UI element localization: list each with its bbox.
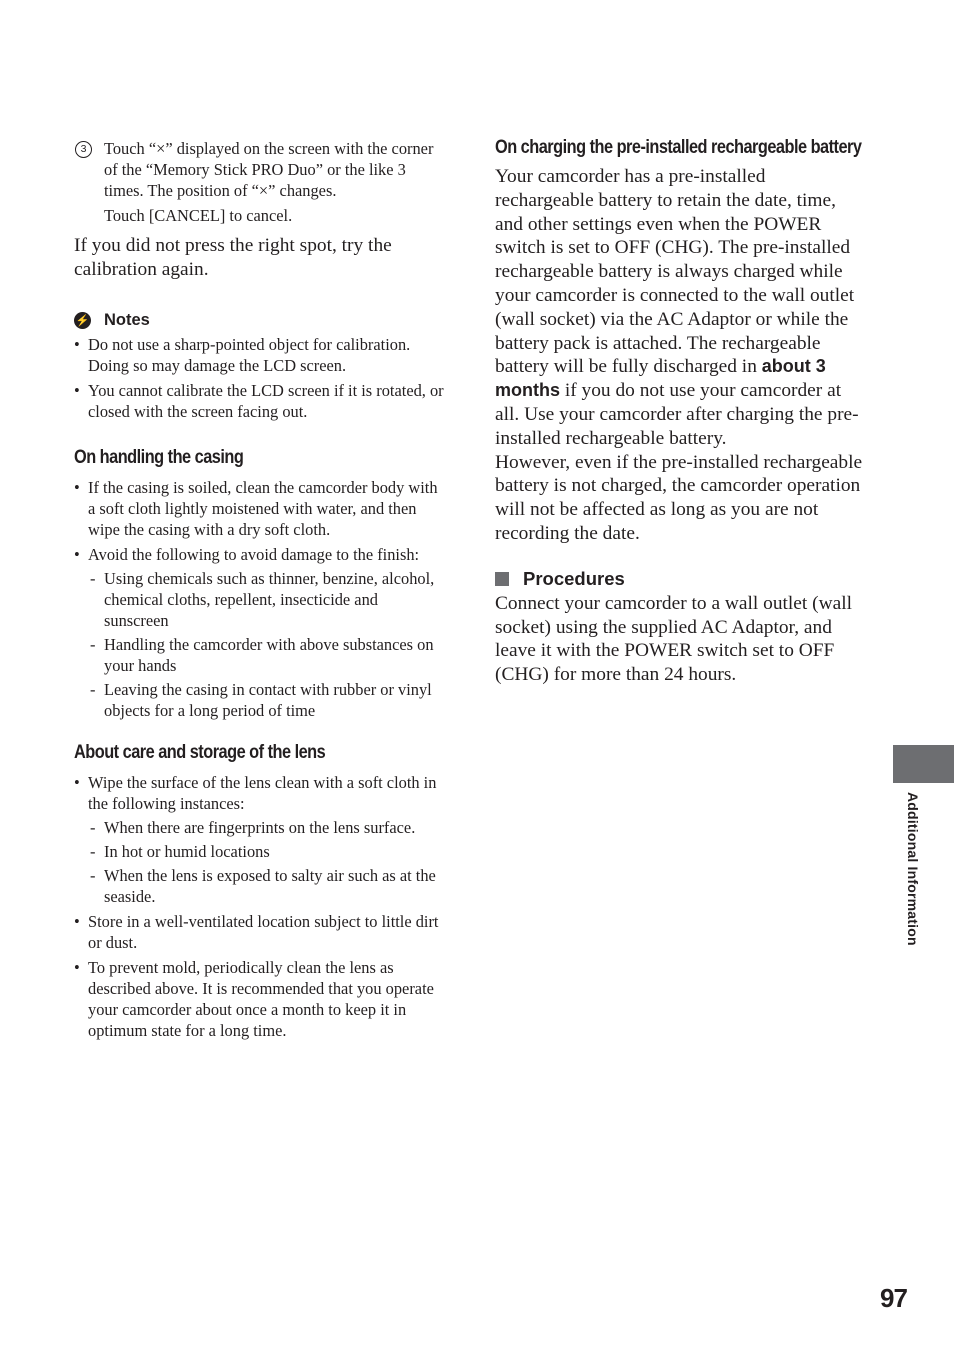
list-item: • Do not use a sharp-pointed object for calibration. Doing so may damage the LCD screen. bbox=[74, 334, 411, 375]
sub-list-item: - Leaving the casing in contact with rubber or vinyl objects for a long period of time bbox=[90, 679, 432, 720]
sub-list-item: - In hot or humid locations bbox=[90, 841, 270, 861]
casing-heading: On handling the casing bbox=[74, 446, 244, 468]
sub-list-item: - When the lens is exposed to salty air such as at the seaside. bbox=[90, 865, 436, 906]
list-item: • To prevent mold, periodically clean the lens as described above. It is recommended that you operate your camcorder about once a month to keep it in optimum state for a long time. bbox=[74, 957, 434, 1040]
charging-text bbox=[495, 165, 867, 546]
sub-list-item: - Handling the camcorder with above substances on your hands bbox=[90, 634, 434, 675]
list-item: • Wipe the surface of the lens clean with a soft cloth in the following instances: - When there are fingerprints on the lens surface. - In hot or humid locations - When the lens is exposed to salty air such as at the seaside. bbox=[74, 772, 446, 907]
list-item: • Avoid the following to avoid damage to the finish: - Using chemicals such as thinner, benzine, alcohol, chemical cloths, repellent, insecticide and sunscreen - Handling the camcorder with above substances on your hands - Leaving the casing in contact with rubber or vinyl objects for a long period of time bbox=[74, 544, 446, 721]
procedures-heading: Procedures bbox=[495, 568, 867, 590]
calibration-step bbox=[74, 138, 446, 201]
step-number-circle: 3 bbox=[75, 141, 92, 158]
square-bullet-icon bbox=[495, 572, 509, 586]
list-item: • Store in a well-ventilated location subject to little dirt or dust. bbox=[74, 911, 439, 952]
charging-paragraph: Your camcorder has a pre-installed rechargeable battery to retain the date, time, and other settings even when the POWER switch is set to OFF (CHG). The pre-installed rechargeable battery is always charged while your camcorder is connected to the wall outlet (wall socket) via the AC Adaptor or while the battery pack is attached. The rechargeable battery will be fully discharged in about 3 months if you do not use your camcorder at all. Use your camcorder after charging the pre-installed rechargeable battery. bbox=[495, 166, 859, 449]
sub-list-item: - When there are fingerprints on the lens surface. bbox=[90, 817, 416, 837]
lens-sub-list bbox=[88, 817, 446, 907]
list-item: • You cannot calibrate the LCD screen if it is rotated, or closed with the screen facing out. bbox=[74, 380, 444, 421]
notes-list bbox=[74, 334, 446, 422]
list-item: • If the casing is soiled, clean the camcorder body with a soft cloth lightly moistened with water, and then wipe the casing with a dry soft cloth. bbox=[74, 477, 438, 539]
charging-paragraph-2: However, even if the pre-installed rechargeable battery is not charged, the camcorder operation will not be affected as long as you are not recording the date. bbox=[495, 451, 863, 544]
notes-warning-icon: ⚡ bbox=[74, 312, 91, 329]
procedures-text: Connect your camcorder to a wall outlet (wall socket) using the supplied AC Adaptor, and leave it with the POWER switch set to OFF (CHG) for more than 24 hours. bbox=[495, 592, 852, 686]
right-column bbox=[495, 136, 867, 687]
calibration-retry-text: If you did not press the right spot, try the calibration again. bbox=[74, 235, 392, 280]
step-text: Touch “×” displayed on the screen with the corner of the “Memory Stick PRO Duo” or the like 3 times. The position of “×” changes. bbox=[104, 139, 434, 200]
section-tab bbox=[893, 745, 954, 783]
lens-list bbox=[74, 772, 446, 1041]
section-label: Additional Information bbox=[905, 792, 921, 946]
step-cancel-text: Touch [CANCEL] to cancel. bbox=[104, 206, 293, 225]
lens-heading: About care and storage of the lens bbox=[74, 741, 326, 763]
casing-sub-list bbox=[88, 568, 446, 721]
charging-heading: On charging the pre-installed rechargeable battery bbox=[495, 137, 862, 158]
emphasis-months: about 3 months bbox=[495, 356, 826, 401]
page-number: 97 bbox=[880, 1283, 907, 1313]
sub-list-item: - Using chemicals such as thinner, benzine, alcohol, chemical cloths, repellent, insecticide and sunscreen bbox=[90, 568, 435, 630]
notes-heading: ⚡ Notes bbox=[75, 310, 150, 329]
casing-list bbox=[74, 477, 446, 721]
left-column bbox=[74, 136, 446, 1045]
